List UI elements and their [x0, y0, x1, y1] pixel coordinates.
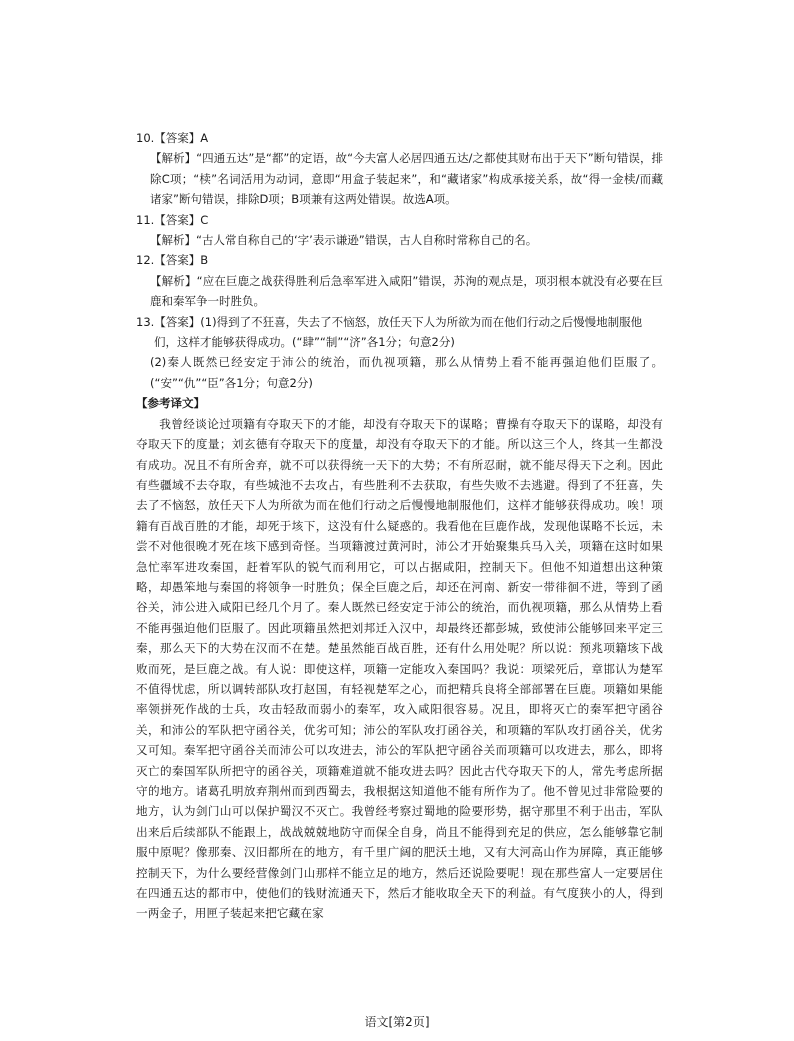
answer-12: 12.【答案】B	[136, 253, 209, 268]
page-footer: 语文[第2页]	[364, 1015, 430, 1029]
explanation-12: 【解析】“应在巨鹿之战获得胜利后急率军进入咸阳”错误，苏洵的观点是，项羽根本就没有必要在巨鹿和秦军争一时胜负。	[150, 273, 663, 309]
answer-11: 11.【答案】C	[136, 212, 209, 227]
reference-translation-text: 我曾经谈论过项籍有夺取天下的才能，却没有夺取天下的谋略；曹操有夺取天下的谋略，却没有夺取天下的度量；刘玄德有夺取天下的度量，却没有夺取天下的才能。所以这三个人，终其一生都没有成功。况且不有所舍弃，就不可以获得统一天下的大势；不有所忍耐，就不能尽得天下之利。因此有些疆域不去夺取，有些城池不去攻占，有些胜利不去获取，有些失败不去逃避。得到了不狂喜，失去了不恼怒，放任天下人为所欲为而在他们行动之后慢慢地制服他们，这样才能够获得成功。唉！项籍有百战百胜的才能，却死于垓下，这没有什么疑惑的。我看他在巨鹿作战，发现他谋略不长远，未尝不对他很晚才死在垓下感到奇怪。当项籍渡过黄河时，沛公才开始聚集兵马入关，项籍在这时如果急忙率军进攻秦国，赶着军队的锐气而利用它，可以占据咸阳，控制天下。但他不知道想出这种策略，却愚笨地与秦国的将领争一时胜负；保全巨鹿之后，却还在河南、新安一带徘徊不进，等到了函谷关，沛公进入咸阳已经几个月了。秦人既然已经安定于沛公的统治，而仇视项籍，那么从情势上看不能再强迫他们臣服了。因此项籍虽然把刘邦迁入汉中，却最终还都彭城，致使沛公能够回来平定三秦，那么天下的大势在汉而不在楚。楚虽然能百战百胜，还有什么用处呢？所以说：预兆项籍垓下战败而死，是巨鹿之战。有人说：即使这样，项籍一定能攻入秦国吗？我说：项梁死后，章邯认为楚军不值得忧虑，所以调转部队攻打赵国，有轻视楚军之心，而把精兵良将全部部署在巨鹿。项籍如果能率领拼死作战的士兵，攻击轻敌而弱小的秦军，攻入咸阳很容易。况且，即将灭亡的秦军把守函谷关，和沛公的军队把守函谷关，优劣可知；沛公的军队攻打函谷关，和项籍的军队攻打函谷关，优劣又可知。秦军把守函谷关而沛公可以攻进去，沛公的军队把守函谷关而项籍可以攻进去，那么，即将灭亡的秦国军队所把守的函谷关，项籍难道就不能攻进去吗？因此古代夺取天下的人，常先考虑所据守的地方。诸葛孔明放弃荆州而到西蜀去，我根据这知道他不能有所作为了。他不曾见过非常险要的地方，认为剑门山可以保护蜀汉不灭亡。我曾经考察过蜀地的险要形势，据守那里不利于出击，军队出来后后续部队不能跟上，战战兢兢地防守而保全自身，尚且不能得到充足的供应，怎么能够靠它制服中原呢？像那秦、汉旧都所在的地方，有千里广阔的肥沃土地，又有大河高山作为屏障，真正能够控制天下，为什么要经营像剑门山那样不能立足的地方，然后还说险要呢！现在那些富人一定要居住在四通五达的都市中，使他们的钱财流通天下，然后才能收取全天下的利益。有气度狭小的人，得到一两金子，用匣子装起来把它藏在家	[136, 416, 663, 921]
answer-13: 13.【答案】(1)得到了不狂喜，失去了不恼怒，放任天下人为所欲为而在他们行动之后慢慢地制服他们，这样才能够获得成功。(“肆”“制”“济”各1分；句意2分)	[136, 314, 643, 350]
answer-page	[136, 128, 663, 924]
explanation-10: 【解析】“四通五达”是“都”的定语，故“今夫富人必居四通五达/之都使其财布出于天下”断句错误，排除C项；“椟”名词活用为动词，意即“用盒子装起来”，和“藏诸家”构成承接关系，故“得一金椟/而藏诸家”断句错误，排除D项；B项兼有这两处错误。故选A项。	[150, 151, 663, 207]
answer-10: 10.【答案】A	[136, 131, 209, 145]
explanation-11: 【解析】“古人常自称自己的‘字’表示谦逊”错误，古人自称时常称自己的名。	[150, 233, 538, 248]
answer-13-part-2: (2)秦人既然已经安定于沛公的统治，而仇视项籍，那么从情势上看不能再强迫他们臣服了。(“安”“仇”“臣”各1分；句意2分)	[150, 355, 663, 390]
reference-translation-heading: 【参考译文】	[136, 396, 205, 411]
